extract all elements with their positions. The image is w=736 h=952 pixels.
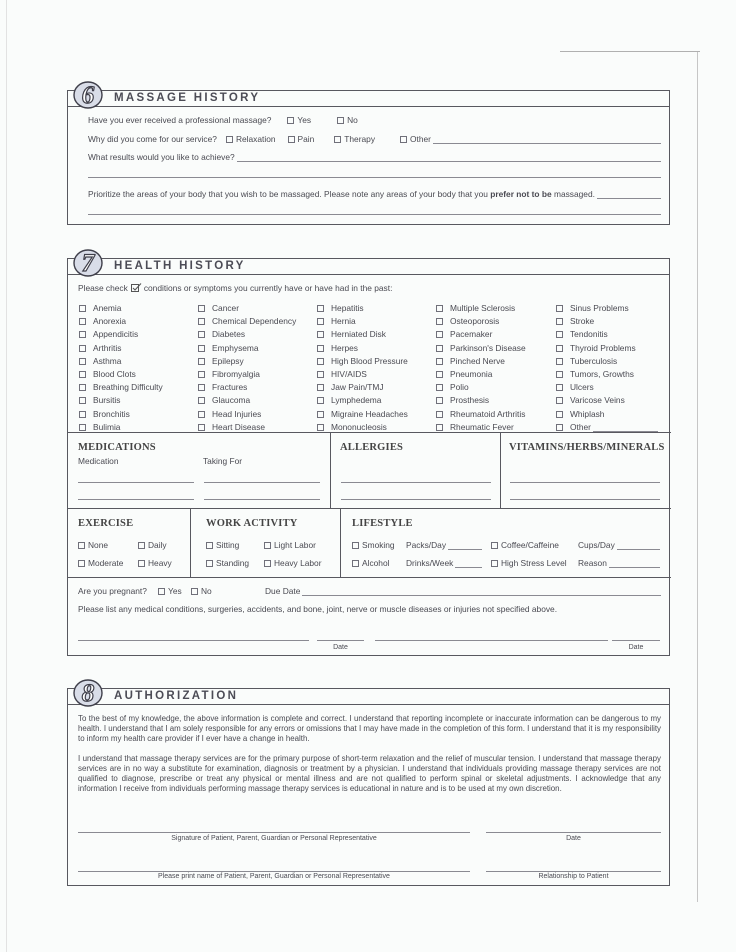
checkbox[interactable] xyxy=(198,331,205,338)
condition-label: Varicose Veins xyxy=(570,395,625,406)
question-label: Prioritize the areas of your body that you wish to be massaged. Please note any areas of your body that you xyxy=(88,189,488,199)
condition-option[interactable] xyxy=(556,369,634,379)
condition-option[interactable] xyxy=(79,329,138,339)
condition-option[interactable] xyxy=(198,343,259,353)
checkbox[interactable] xyxy=(436,345,443,352)
signature-line[interactable] xyxy=(78,640,309,641)
condition-option[interactable] xyxy=(317,356,408,366)
packs-per-day: Packs/Day xyxy=(406,540,482,550)
print-name-caption: Please print name of Patient, Parent, Guardian or Personal Representative xyxy=(158,873,390,880)
checkbox[interactable] xyxy=(198,397,205,404)
condition-label: Prosthesis xyxy=(450,395,490,406)
condition-label: Herniated Disk xyxy=(331,329,386,340)
condition-label: Anemia xyxy=(93,303,122,313)
condition-label: Other xyxy=(570,421,591,432)
checkbox[interactable] xyxy=(556,345,563,352)
condition-option[interactable] xyxy=(436,382,469,392)
checkbox[interactable] xyxy=(556,397,563,404)
instruction-text-end: conditions or symptoms you currently have or have had in the past: xyxy=(143,283,393,293)
checkbox[interactable] xyxy=(198,305,205,312)
condition-label: Pacemaker xyxy=(450,329,493,340)
condition-option[interactable] xyxy=(436,395,489,405)
divider xyxy=(500,432,501,508)
divider xyxy=(68,432,671,433)
checkbox[interactable] xyxy=(337,117,344,124)
condition-option[interactable] xyxy=(317,369,367,379)
condition-option[interactable] xyxy=(436,316,499,326)
condition-label: Thyroid Problems xyxy=(570,342,636,353)
condition-label: High Blood Pressure xyxy=(331,355,408,366)
exercise-title: EXERCISE xyxy=(78,518,134,529)
work-standing[interactable]: Standing xyxy=(206,558,249,568)
page-edge xyxy=(6,0,7,952)
checkbox[interactable] xyxy=(198,384,205,391)
condition-option[interactable] xyxy=(556,316,594,326)
relationship-caption: Relationship to Patient xyxy=(538,873,609,880)
checkbox[interactable] xyxy=(79,305,86,312)
pregnant-question: Are you pregnant? xyxy=(78,586,147,596)
taking-for-field[interactable] xyxy=(204,482,320,483)
exercise-daily[interactable]: Daily xyxy=(138,540,167,550)
condition-option[interactable] xyxy=(556,422,658,432)
question-label: Have you ever received a professional massage? xyxy=(88,115,272,125)
taking-for-field[interactable] xyxy=(204,499,320,500)
other-option[interactable]: Other xyxy=(400,134,431,144)
cups-field[interactable] xyxy=(617,542,660,550)
q-prioritize xyxy=(88,189,661,199)
condition-option[interactable] xyxy=(556,409,604,419)
date-line[interactable] xyxy=(317,640,364,641)
condition-label: Emphysema xyxy=(212,342,259,353)
section-title: MASSAGE HISTORY xyxy=(114,92,261,104)
section-number-badge xyxy=(72,247,106,277)
condition-label: Blood Clots xyxy=(93,369,136,379)
taking-for-col-label: Taking For xyxy=(203,456,243,466)
checkbox[interactable] xyxy=(191,588,198,595)
condition-option[interactable] xyxy=(198,409,261,419)
drinks-per-week: Drinks/Week xyxy=(406,558,482,568)
section-title: HEALTH HISTORY xyxy=(114,260,246,272)
pain-option[interactable]: Pain xyxy=(288,134,315,144)
divider xyxy=(190,508,191,577)
checkbox[interactable] xyxy=(226,136,233,143)
checkbox[interactable] xyxy=(436,397,443,404)
condition-option[interactable] xyxy=(317,343,358,353)
work-activity-title: WORK ACTIVITY xyxy=(206,518,298,529)
allergies-title: ALLERGIES xyxy=(340,442,404,453)
condition-option[interactable] xyxy=(79,422,120,432)
vitamins-field[interactable] xyxy=(510,499,660,500)
signature-line[interactable] xyxy=(78,832,470,833)
condition-option[interactable] xyxy=(556,343,636,353)
condition-option[interactable] xyxy=(198,382,247,392)
medication-field[interactable] xyxy=(78,482,194,483)
condition-label: Migraine Headaches xyxy=(331,408,408,419)
condition-option[interactable] xyxy=(317,303,364,313)
condition-label: Multiple Sclerosis xyxy=(450,303,516,313)
checkbox[interactable] xyxy=(556,424,563,431)
signature-caption: Signature of Patient, Parent, Guardian or Personal Representative xyxy=(171,835,377,842)
condition-label: Tendonitis xyxy=(570,329,608,340)
condition-label: Sinus Problems xyxy=(570,303,629,313)
condition-label: Ulcers xyxy=(570,382,594,393)
divider xyxy=(330,432,331,508)
allergies-field[interactable] xyxy=(341,499,491,500)
checkbox[interactable] xyxy=(352,542,359,549)
checkbox[interactable] xyxy=(317,384,324,391)
condition-option[interactable] xyxy=(436,329,492,339)
vitamins-field[interactable] xyxy=(510,482,660,483)
checkbox[interactable] xyxy=(317,345,324,352)
checkbox[interactable] xyxy=(79,331,86,338)
pregnant-no[interactable]: No xyxy=(191,586,212,596)
checkbox[interactable] xyxy=(556,384,563,391)
relaxation-option[interactable]: Relaxation xyxy=(226,134,276,144)
date-caption: Date xyxy=(333,644,348,651)
other-condition-field[interactable] xyxy=(593,424,658,432)
checkbox[interactable] xyxy=(436,371,443,378)
instruction-text: Please check xyxy=(78,283,128,293)
checkbox[interactable] xyxy=(436,331,443,338)
checkbox[interactable] xyxy=(436,305,443,312)
checkbox[interactable] xyxy=(317,397,324,404)
condition-label: Epilepsy xyxy=(212,355,244,366)
checkbox[interactable] xyxy=(79,424,86,431)
condition-option[interactable] xyxy=(436,369,492,379)
condition-option[interactable] xyxy=(198,356,244,366)
authorization-paragraph-2: I understand that massage therapy services are for the primary purpose of short-term relaxation and the relief of muscular tension. I understand that massage therapy services are in no way a substitute for examination, diagnosis or treatment by a physician. I understand that individuals providing massage therapy services are not qualified to diagnose, prescribe or treat any physical or mental illness and are not qualified to perform spinal or skeletal adjustments. I acknowledge that any information I receive from individuals performing massage therapy services is educational in nature and is to be used at my own discretion. xyxy=(78,754,661,793)
checkbox[interactable] xyxy=(138,560,145,567)
exercise-heavy[interactable]: Heavy xyxy=(138,558,172,568)
checkbox[interactable] xyxy=(400,136,407,143)
checkbox[interactable] xyxy=(556,358,563,365)
condition-label: Hernia xyxy=(331,316,356,327)
signature-line[interactable] xyxy=(375,640,608,641)
checkbox[interactable] xyxy=(317,424,324,431)
condition-option[interactable] xyxy=(79,409,130,419)
checkbox[interactable] xyxy=(287,117,294,124)
checkbox[interactable] xyxy=(436,424,443,431)
condition-option[interactable] xyxy=(79,356,121,366)
condition-option[interactable] xyxy=(317,382,384,392)
yes-option[interactable]: Yes xyxy=(287,115,311,125)
q-results xyxy=(88,152,661,162)
condition-label: Bronchitis xyxy=(93,408,130,419)
condition-label: Polio xyxy=(450,382,469,393)
drinks-field[interactable] xyxy=(455,560,482,568)
checkbox[interactable] xyxy=(317,331,324,338)
checkbox[interactable] xyxy=(556,371,563,378)
checkbox[interactable] xyxy=(352,560,359,567)
checkbox[interactable] xyxy=(198,424,205,431)
checkbox[interactable] xyxy=(317,371,324,378)
condition-label: HIV/AIDS xyxy=(331,369,367,379)
date-line[interactable] xyxy=(486,832,661,833)
condition-option[interactable] xyxy=(79,369,136,379)
packs-field[interactable] xyxy=(448,542,482,550)
checkbox[interactable] xyxy=(79,384,86,391)
condition-option[interactable] xyxy=(317,329,386,339)
condition-option[interactable] xyxy=(556,329,608,339)
exercise-none[interactable]: None xyxy=(78,540,108,550)
pregnant-yes[interactable]: Yes xyxy=(158,586,182,596)
checkbox[interactable] xyxy=(198,411,205,418)
condition-label: Rheumatic Fever xyxy=(450,421,514,432)
condition-option[interactable] xyxy=(436,343,526,353)
condition-label: Mononucleosis xyxy=(331,421,387,432)
condition-label: Diabetes xyxy=(212,329,246,340)
results-field-line2[interactable] xyxy=(88,177,661,178)
due-date-field[interactable] xyxy=(302,588,661,596)
emphasis-text: prefer not to be xyxy=(490,189,552,199)
massage-history-section xyxy=(67,82,670,225)
work-heavy-labor[interactable]: Heavy Labor xyxy=(264,558,322,568)
condition-option[interactable] xyxy=(556,303,629,313)
checkbox[interactable] xyxy=(79,345,86,352)
medication-field[interactable] xyxy=(78,499,194,500)
checkbox[interactable] xyxy=(198,318,205,325)
question-label-end: massaged. xyxy=(553,189,595,199)
right-rule xyxy=(697,52,698,902)
section-number: 7 xyxy=(81,250,95,277)
checkbox[interactable] xyxy=(436,411,443,418)
condition-option[interactable] xyxy=(79,343,121,353)
condition-option[interactable] xyxy=(198,395,250,405)
checkbox[interactable] xyxy=(288,136,295,143)
section-header xyxy=(68,680,669,707)
q-reason xyxy=(88,134,661,144)
condition-label: Breathing Difficulty xyxy=(93,382,163,393)
condition-label: Glaucoma xyxy=(212,395,251,406)
health-history-section xyxy=(67,250,670,656)
stress-option[interactable]: High Stress Level xyxy=(491,558,567,568)
condition-option[interactable] xyxy=(79,316,126,326)
checkbox[interactable] xyxy=(317,358,324,365)
condition-option[interactable] xyxy=(556,382,594,392)
checkbox[interactable] xyxy=(317,411,324,418)
checkbox[interactable] xyxy=(436,358,443,365)
condition-label: Appendicitis xyxy=(93,329,139,340)
checkbox[interactable] xyxy=(198,371,205,378)
work-sitting[interactable]: Sitting xyxy=(206,540,239,550)
checkbox[interactable] xyxy=(78,542,85,549)
section-number: 8 xyxy=(81,680,95,707)
alcohol-option[interactable]: Alcohol xyxy=(352,558,389,568)
checkbox[interactable] xyxy=(206,560,213,567)
relationship-line[interactable] xyxy=(486,871,661,872)
lifestyle-title: LIFESTYLE xyxy=(352,518,413,529)
checkbox[interactable] xyxy=(436,384,443,391)
condition-option[interactable] xyxy=(79,303,121,313)
checkbox[interactable] xyxy=(334,136,341,143)
condition-option[interactable] xyxy=(436,409,525,419)
checkbox[interactable] xyxy=(78,560,85,567)
exercise-moderate[interactable]: Moderate xyxy=(78,558,123,568)
condition-option[interactable] xyxy=(198,369,260,379)
checkbox[interactable] xyxy=(556,305,563,312)
authorization-section xyxy=(67,680,670,886)
condition-option[interactable] xyxy=(317,422,387,432)
checkbox[interactable] xyxy=(317,305,324,312)
checkbox[interactable] xyxy=(264,560,271,567)
therapy-option[interactable]: Therapy xyxy=(334,134,375,144)
coffee-option[interactable]: Coffee/Caffeine xyxy=(491,540,559,550)
condition-label: Osteoporosis xyxy=(450,316,500,327)
prioritize-field[interactable] xyxy=(597,191,661,199)
condition-label: Head Injuries xyxy=(212,408,262,419)
date-line[interactable] xyxy=(612,640,660,641)
checkbox[interactable] xyxy=(79,397,86,404)
condition-option[interactable] xyxy=(436,356,505,366)
medication-col-label: Medication xyxy=(78,456,119,466)
condition-label: Stroke xyxy=(570,316,595,327)
condition-option[interactable] xyxy=(79,382,163,392)
section-header xyxy=(68,82,669,109)
authorization-paragraph-1: To the best of my knowledge, the above information is complete and correct. I understand that reporting incomplete or inaccurate information can be dangerous to my health. I understand that I am solely responsible for any errors or omissions that I may have made in the completion of this form. I understand that it is my responsibility to inform my health care provider if I ever have a change in health. xyxy=(78,714,661,743)
question-label: Why did you come for our service? xyxy=(88,134,217,144)
cups-per-day: Cups/Day xyxy=(578,540,660,550)
checkbox[interactable] xyxy=(491,542,498,549)
checkbox[interactable] xyxy=(556,411,563,418)
condition-label: Tumors, Growths xyxy=(570,369,634,379)
condition-label: Bursitis xyxy=(93,395,121,406)
checkbox[interactable] xyxy=(317,318,324,325)
checkbox[interactable] xyxy=(79,411,86,418)
pencil-check-icon xyxy=(131,283,142,292)
condition-label: Heart Disease xyxy=(212,421,266,432)
condition-option[interactable] xyxy=(79,395,120,405)
checkbox[interactable] xyxy=(206,542,213,549)
section-number: 6 xyxy=(81,82,95,109)
checkbox[interactable] xyxy=(264,542,271,549)
condition-option[interactable] xyxy=(436,422,514,432)
condition-label: Fractures xyxy=(212,382,248,393)
checkbox[interactable] xyxy=(198,358,205,365)
condition-label: Jaw Pain/TMJ xyxy=(331,382,384,393)
print-name-line[interactable] xyxy=(78,871,470,872)
reason-field[interactable] xyxy=(609,560,660,568)
question-label: What results would you like to achieve? xyxy=(88,152,235,162)
checkbox[interactable] xyxy=(436,318,443,325)
section-number-badge xyxy=(72,677,106,707)
section-title: AUTHORIZATION xyxy=(114,690,239,702)
date-caption: Date xyxy=(628,644,644,651)
condition-label: Whiplash xyxy=(570,408,605,419)
condition-label: Asthma xyxy=(93,355,122,366)
list-note: Please list any medical conditions, surgeries, accidents, and bone, joint, nerve or muscle diseases or injuries not specified above. xyxy=(78,604,558,614)
medications-title: MEDICATIONS xyxy=(78,442,156,453)
q-prior-massage xyxy=(88,115,358,125)
condition-label: Parkinson's Disease xyxy=(450,342,526,353)
checkbox[interactable] xyxy=(198,345,205,352)
condition-option[interactable] xyxy=(556,395,625,405)
condition-label: Pneumonia xyxy=(450,369,493,379)
top-rule xyxy=(560,51,700,52)
check-instruction xyxy=(78,283,392,293)
other-field[interactable] xyxy=(433,136,661,144)
results-field[interactable] xyxy=(237,154,661,162)
condition-option[interactable] xyxy=(317,395,381,405)
checkbox[interactable] xyxy=(556,318,563,325)
checkbox[interactable] xyxy=(138,542,145,549)
condition-label: Cancer xyxy=(212,303,239,313)
condition-label: Chemical Dependency xyxy=(212,316,297,327)
condition-label: Lymphedema xyxy=(331,395,382,406)
condition-label: Bulimia xyxy=(93,421,121,432)
vitamins-title: VITAMINS/HERBS/MINERALS xyxy=(509,442,665,453)
section-number-badge xyxy=(72,79,106,109)
condition-label: Fibromyalgia xyxy=(212,369,260,379)
divider xyxy=(340,508,341,577)
checkbox[interactable] xyxy=(79,358,86,365)
smoking-option[interactable]: Smoking xyxy=(352,540,395,550)
checkbox[interactable] xyxy=(158,588,165,595)
checkbox[interactable] xyxy=(79,371,86,378)
checkbox[interactable] xyxy=(556,331,563,338)
condition-label: Arthritis xyxy=(93,342,122,353)
condition-label: Hepatitis xyxy=(331,303,364,313)
condition-option[interactable] xyxy=(317,409,408,419)
condition-option[interactable] xyxy=(198,316,296,326)
condition-option[interactable] xyxy=(436,303,515,313)
stress-reason: Reason xyxy=(578,558,660,568)
condition-option[interactable] xyxy=(317,316,356,326)
divider xyxy=(68,577,671,578)
condition-option[interactable] xyxy=(198,422,265,432)
checkbox[interactable] xyxy=(491,560,498,567)
allergies-field[interactable] xyxy=(341,482,491,483)
divider xyxy=(68,508,671,509)
section-header xyxy=(68,250,669,277)
due-date: Due Date xyxy=(265,586,661,596)
no-option[interactable]: No xyxy=(337,115,358,125)
checkbox[interactable] xyxy=(79,318,86,325)
condition-label: Rheumatoid Arthritis xyxy=(450,408,526,419)
condition-option[interactable] xyxy=(198,329,245,339)
prioritize-field-line2[interactable] xyxy=(88,214,661,215)
condition-option[interactable] xyxy=(556,356,617,366)
date-caption: Date xyxy=(566,835,581,842)
condition-label: Herpes xyxy=(331,342,358,353)
condition-label: Tuberculosis xyxy=(570,355,618,366)
condition-label: Anorexia xyxy=(93,316,127,327)
work-light-labor[interactable]: Light Labor xyxy=(264,540,316,550)
condition-label: Pinched Nerve xyxy=(450,355,505,366)
condition-option[interactable] xyxy=(198,303,239,313)
